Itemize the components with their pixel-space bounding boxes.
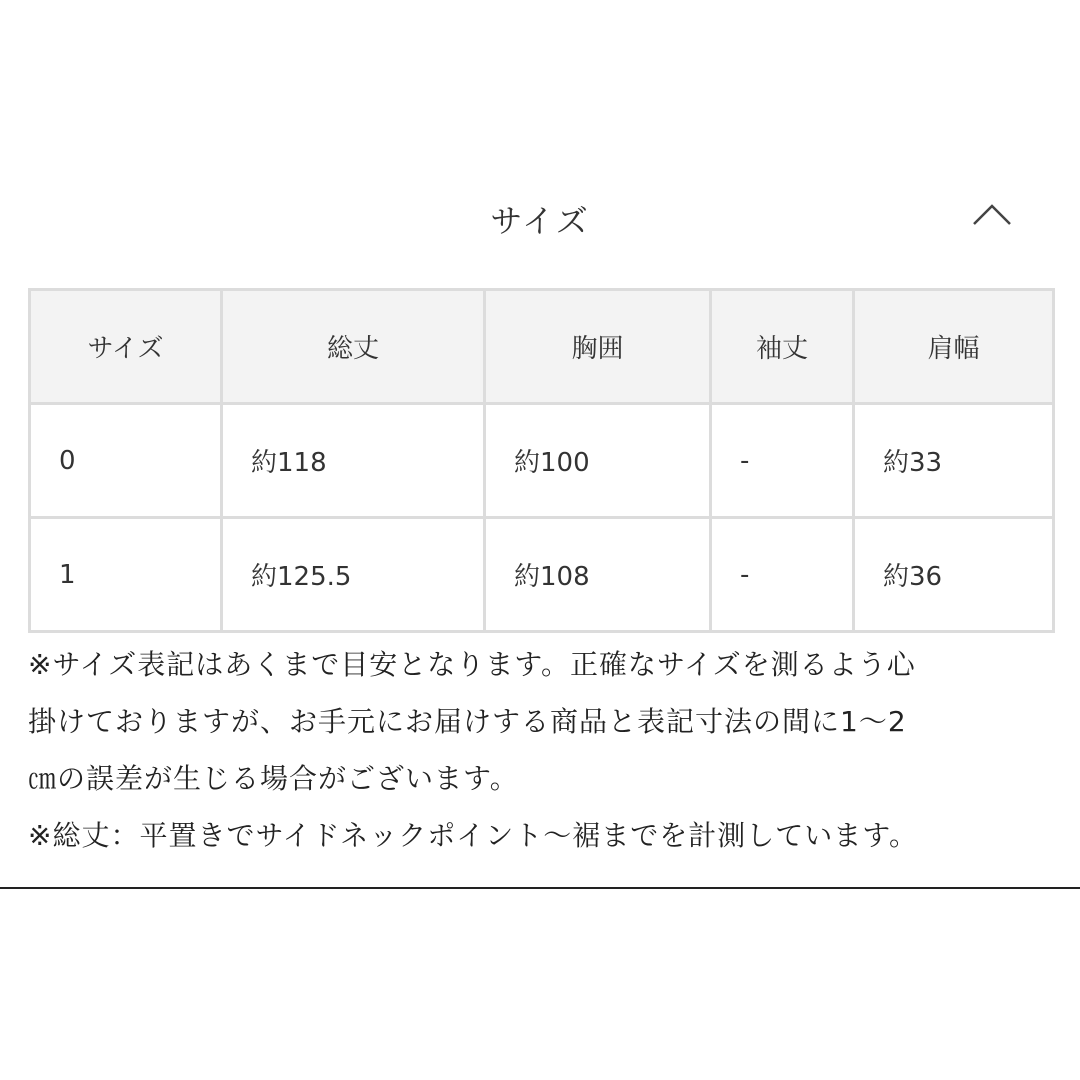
note-line: ※サイズ表記はあくまで目安となります。正確なサイズを測るよう心: [28, 648, 916, 681]
cell-sleeve: -: [711, 404, 854, 518]
cell-shoulder: 約36: [854, 518, 1054, 632]
table-row: [30, 404, 1054, 518]
divider: [0, 887, 1080, 889]
table-header-row: [30, 290, 1054, 404]
cell-size: 0: [30, 404, 222, 518]
header-length: 総丈: [222, 290, 485, 404]
header-shoulder: 肩幅: [854, 290, 1054, 404]
cell-sleeve: -: [711, 518, 854, 632]
note-line: ㎝の誤差が生じる場合がございます。: [28, 762, 519, 795]
chevron-up-icon[interactable]: [970, 200, 1014, 228]
cell-chest: 約108: [485, 518, 711, 632]
header-chest: 胸囲: [485, 290, 711, 404]
size-notes: [28, 636, 1068, 864]
section-title: サイズ: [490, 202, 590, 240]
header-size: サイズ: [30, 290, 222, 404]
cell-size: 1: [30, 518, 222, 632]
note-line: ※総丈：平置きでサイドネックポイント〜裾までを計測しています。: [28, 819, 918, 852]
size-section-header[interactable]: [0, 180, 1080, 260]
note-line: 掛けておりますが、お手元にお届けする商品と表記寸法の間に1〜2: [28, 705, 907, 738]
size-table: [28, 288, 1055, 633]
header-sleeve: 袖丈: [711, 290, 854, 404]
cell-chest: 約100: [485, 404, 711, 518]
table-row: [30, 518, 1054, 632]
cell-shoulder: 約33: [854, 404, 1054, 518]
cell-length: 約118: [222, 404, 485, 518]
cell-length: 約125.5: [222, 518, 485, 632]
